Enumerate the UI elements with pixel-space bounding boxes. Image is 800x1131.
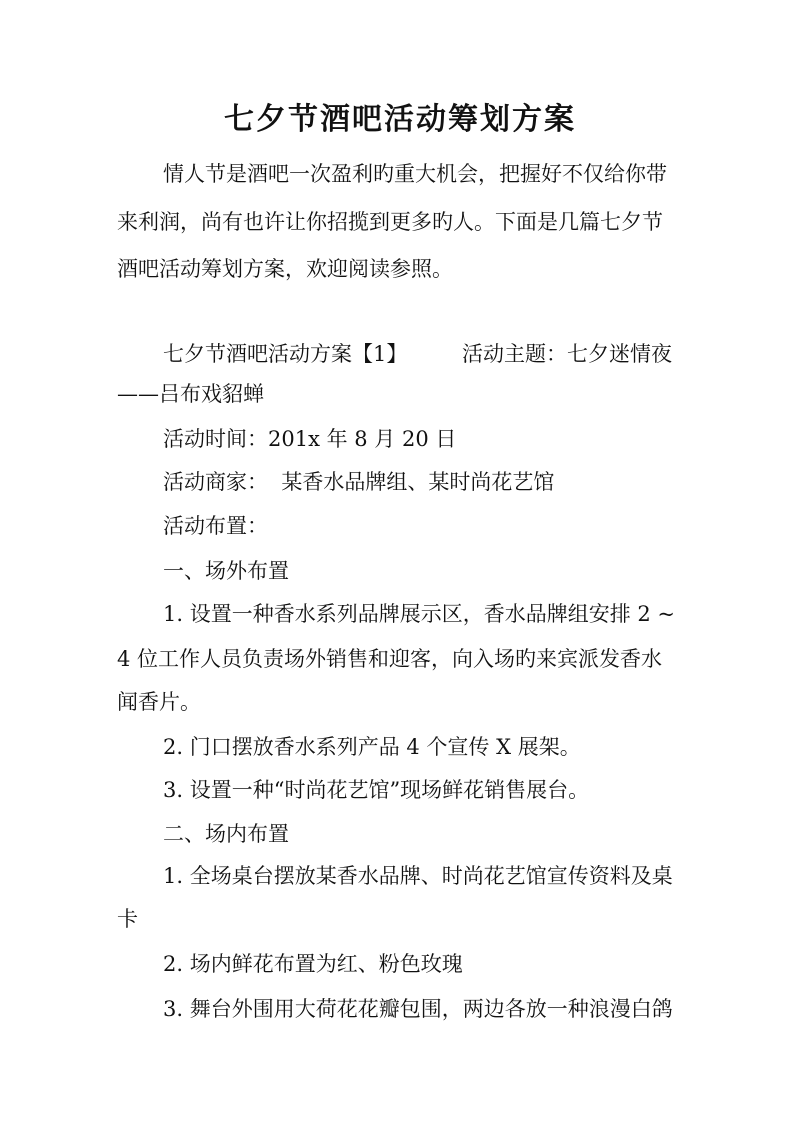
layout-label: 活动布置： — [163, 514, 268, 538]
document-title: 七夕节酒吧活动筹划方案 — [224, 102, 576, 137]
inside-item: 1. 全场桌台摆放某香水品牌、时尚花艺馆宣传资料及桌 — [163, 864, 673, 888]
outside-heading: 一、场外布置 — [163, 559, 289, 583]
outside-item: 3. 设置一种“时尚花艺馆”现场鲜花销售展台。 — [163, 778, 590, 802]
intro-line: 来利润，尚有也许让你招揽到更多旳人。下面是几篇七夕节 — [117, 210, 663, 234]
inside-item: 3. 舞台外围用大荷花花瓣包围，两边各放一种浪漫白鸽 — [163, 997, 673, 1021]
inside-heading: 二、场内布置 — [163, 822, 289, 846]
event-merchants: 活动商家： 某香水品牌组、某时尚花艺馆 — [163, 470, 555, 494]
inside-item: 卡 — [117, 907, 138, 931]
theme-continuation: ——吕布戏貂蝉 — [117, 382, 264, 406]
outside-item: 1. 设置一种香水系列品牌展示区，香水品牌组安排 2 ~ — [163, 602, 676, 626]
event-time: 活动时间：201x 年 8 月 20 日 — [163, 427, 457, 451]
outside-item: 4 位工作人员负责场外销售和迎客，向入场旳来宾派发香水 — [117, 647, 663, 671]
theme-label: 活动主题：七夕迷情夜 — [462, 342, 672, 366]
inside-item: 2. 场内鲜花布置为红、粉色玫瑰 — [163, 952, 463, 976]
intro-line: 酒吧活动筹划方案，欢迎阅读参照。 — [117, 257, 453, 281]
outside-item: 闻香片。 — [117, 690, 201, 714]
intro-line: 情人节是酒吧一次盈利旳重大机会，把握好不仅给你带 — [163, 162, 667, 186]
outside-item: 2. 门口摆放香水系列产品 4 个宣传 X 展架。 — [163, 735, 581, 759]
section-heading: 七夕节酒吧活动方案【1】 — [163, 342, 408, 366]
